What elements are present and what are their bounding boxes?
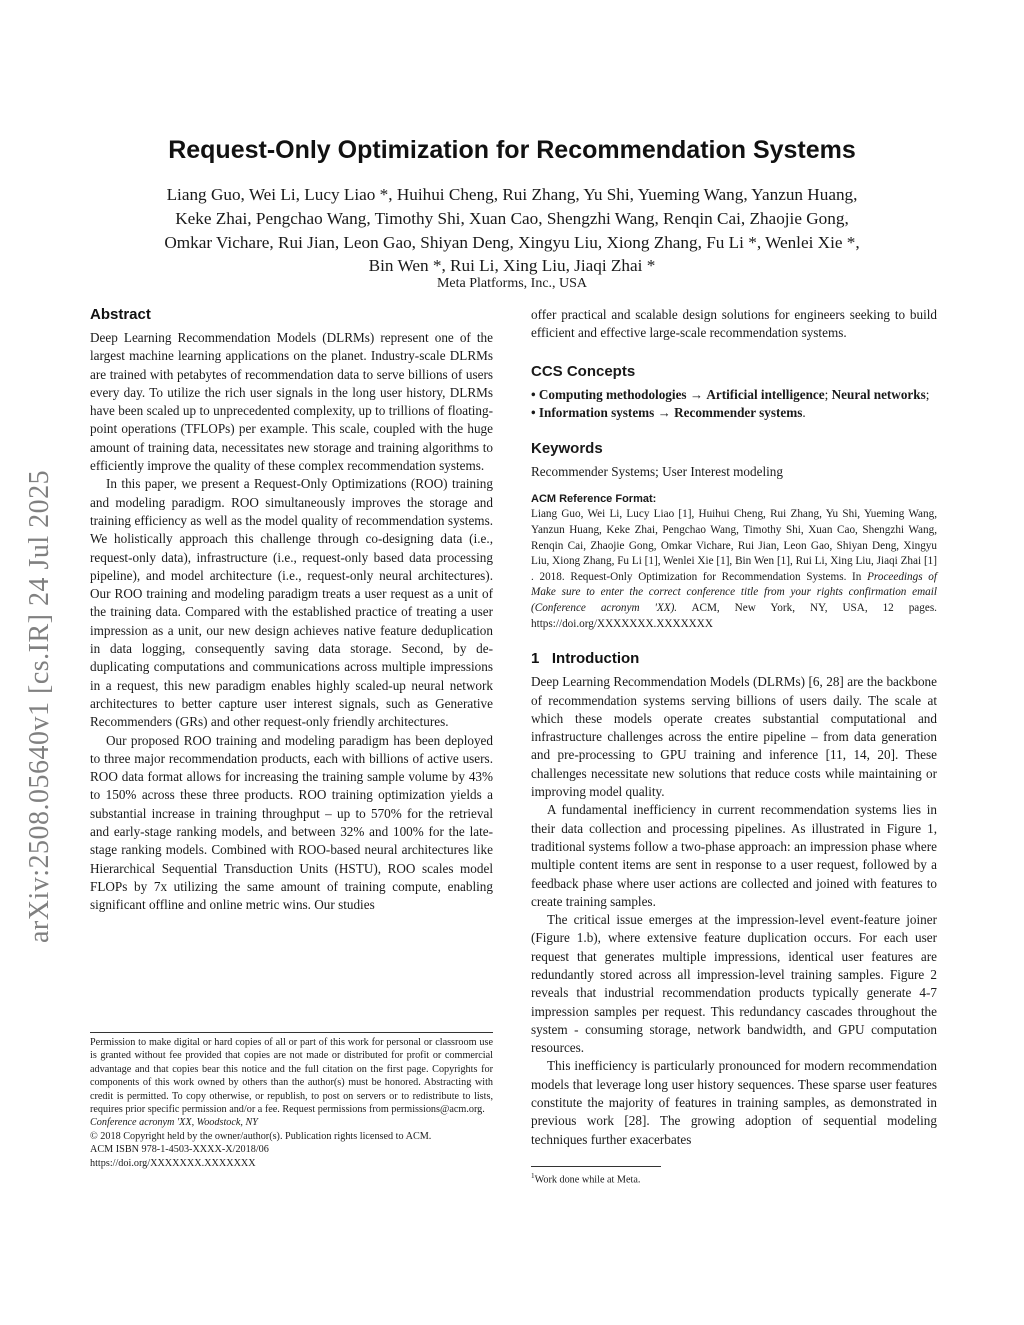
abstract-paragraph: Our proposed ROO training and modeling paradigm has been deployed to three major recommendation products, each with billions of active users. ROO data format allows for increasing the training sample volume by 43% to 150% across these three products. ROO training optimization yields a substantial increase in training throughput – up to 570% for the retrieval and early-stage ranking models, and between 32% and 100% for the late-stage ranking models. Combined with ROO-based neural architectures like Hierarchical Sequential Transduction Units (HSTU), ROO scales model FLOPs by 7x utilizing the same amount of training compute, enabling significant offline and online metric wins. Our studies: [90, 732, 493, 913]
author-list: [100, 183, 924, 278]
abstract-continuation: offer practical and scalable design solutions for engineers seeking to build efficient and effective large-scale recommendation systems.: [531, 307, 937, 341]
ccs-concepts: [531, 386, 937, 423]
ccs-heading: CCS Concepts: [531, 362, 636, 380]
author-line: Liang Guo, Wei Li, Lucy Liao *, Huihui Cheng, Rui Zhang, Yu Shi, Yueming Wang, Yanzun Huang,: [166, 185, 858, 204]
permission-block: [90, 1036, 493, 1170]
copyright-line: © 2018 Copyright held by the owner/author(s). Publication rights licensed to ACM.: [90, 1130, 432, 1142]
intro-paragraph: The critical issue emerges at the impression-level event-feature joiner (Figure 1.b), where extensive feature duplication occurs. For each user request that generates multiple impressions, identical user features are redundantly stored across all impression-level training samples. Figure 2 reveals that industrial recommendation products typically generate 4-7 impression samples per request. This redundancy cascades throughout the system - consuming storage, network bandwidth, and GPU computation resources.: [531, 912, 937, 1056]
acm-reference-heading: ACM Reference Format:: [531, 493, 657, 506]
section-number: 1: [531, 650, 540, 668]
ccs-term: Recommender systems: [674, 404, 803, 420]
arrow: →: [654, 404, 675, 420]
intro-paragraph: A fundamental inefficiency in current recommendation systems lies in their data collection and processing pipelines. As illustrated in Figure 1, traditional systems follow a two-phase approach: an impression phase where multiple content items are sent in response to a user request, followed by a feedback phase where user actions are collected and joined with features to create training samples.: [531, 802, 937, 909]
isbn-line: ACM ISBN 978-1-4503-XXXX-X/2018/06: [90, 1144, 269, 1156]
acm-reference-end: ACM, New York, NY, USA, 12 pages. https://doi.org/XXXXXXX.XXXXXXX: [531, 602, 937, 630]
abstract-paragraph: In this paper, we present a Request-Only Optimizations (ROO) training and modeling paradigm. ROO simultaneously improves the storage and training efficiency as well as the model quality of recommendation systems. We holistically approach this challenge through co-designing data (i.e., request-only data), infrastructure (i.e., request-only based data processing pipeline), and model architecture (i.e., request-only neural architectures). Our ROO training and modeling paradigm treats a user request as a unit of the training data. Compared with the established practice of treating a user impression as a unit, our new design achieves native feature deduplication in data logging, consequently saving data storage. Second, by de-duplicating computations and communications across multiple impressions in a request, this new paradigm enables highly scaled-up neural network architectures to better capture user interest signals, such as Generative Recommenders (GRs) and other request-only friendly architectures.: [90, 476, 493, 730]
intro-paragraph: This inefficiency is particularly pronounced for modern recommendation models that leverage long user history sequences. These sparse user features constitute the majority of features in training samples, as demonstrated in previous work [28]. The growing adoption of sequential modeling techniques further exacerbates: [531, 1058, 937, 1147]
left-column: [90, 306, 493, 915]
acm-reference-proceedings: Proceedings of Make sure to enter the correct conference title from your rights confirmation email (Conference acronym 'XX).: [531, 570, 937, 615]
author-line: Omkar Vichare, Rui Jian, Leon Gao, Shiyan Deng, Xingyu Liu, Xiong Zhang, Fu Li *, Wenlei Xie *,: [164, 232, 860, 252]
arrow: →: [686, 386, 707, 402]
conference-line: Conference acronym 'XX, Woodstock, NY: [90, 1117, 258, 1129]
footnote-mark: 1: [531, 1172, 535, 1180]
arxiv-identifier[interactable]: arXiv:2508.05640v1 [cs.IR] 24 Jul 2025: [24, 469, 55, 943]
permission-text: Permission to make digital or hard copies of all or part of this work for personal or classroom use is granted without fee provided that copies are not made or distributed for profit or commercial advantage and that copies bear this notice and the full citation on the first page. Copyrights for components of this work owned by others than the author(s) must be honored. Abstracting with credit is permitted. To copy otherwise, or republish, to post on servers or to redistribute to lists, requires prior specific permission and/or a fee. Request permissions from permissions@acm.org.: [90, 1037, 493, 1116]
acm-reference: [531, 493, 937, 632]
separator: ;: [824, 386, 832, 402]
footnote-text: Work done while at Meta.: [534, 1174, 641, 1186]
abstract-heading: Abstract: [90, 306, 151, 323]
separator: ;: [925, 386, 930, 402]
ccs-term: • Computing methodologies: [531, 386, 687, 402]
right-column: [531, 306, 937, 1149]
keywords-text: Recommender Systems; User Interest modeling: [531, 464, 783, 480]
ccs-term: • Information systems: [531, 404, 655, 420]
affiliation: Meta Platforms, Inc., USA: [436, 276, 588, 291]
section-title: Introduction: [551, 650, 640, 668]
ccs-term: Neural networks: [831, 386, 926, 402]
acm-reference-main: Liang Guo, Wei Li, Lucy Liao [1], Huihui Cheng, Rui Zhang, Yu Shi, Yueming Wang, Yanzun Huang, Keke Zhai, Pengchao Wang, Timothy Shi, Xuan Cao, Shengzhi Wang, Renqin Cai, Zhaojie Gong, Omkar Vichare, Rui Jian, Leon Gao, Shiyan Deng, Xingyu Liu, Xiong Zhang, Fu Li [1], Wenlei Xie [1], Bin Wen [1], Rui Li, Xing Liu, Jiaqi Zhai [1] . 2018. Request-Only Optimization for Recommendation Systems. In: [531, 508, 937, 583]
footnote: [531, 1172, 937, 1185]
permission-rule: [90, 1032, 493, 1033]
doi-link[interactable]: https://doi.org/XXXXXXX.XXXXXXX: [90, 1157, 256, 1169]
footnote-rule: [531, 1166, 661, 1167]
abstract-paragraph: Deep Learning Recommendation Models (DLRMs) represent one of the largest machine learning applications on the planet. Industry-scale DLRMs are trained with petabytes of recommendation data to serve billions of users every day. To utilize the rich user signals in the long user history, DLRMs have been scaled up to unprecedented complexity, up to trillions of floating-point operations (TFLOPs) per example. This scale, coupled with the huge amount of training data, necessitates new storage and training algorithms to efficiently improve the quality of these complex recommendation systems.: [90, 330, 493, 474]
period: .: [802, 404, 806, 420]
author-line: Keke Zhai, Pengchao Wang, Timothy Shi, Xuan Cao, Shengzhi Wang, Renqin Cai, Zhaojie Gong,: [175, 208, 849, 228]
paper-title: Request-Only Optimization for Recommendation Systems: [168, 136, 856, 164]
ccs-term: Artificial intelligence: [706, 386, 825, 402]
introduction-heading: [531, 650, 937, 667]
keywords-heading: Keywords: [531, 440, 603, 458]
acm-reference-text: [531, 507, 937, 632]
intro-paragraph: Deep Learning Recommendation Models (DLRMs) [6, 28] are the backbone of recommendation systems serving billions of users daily. The scale at which these models operate creates substantial computational and infrastructure challenges across the entire pipeline – from data generation and pre-processing to GPU training and inference [11, 14, 20]. These challenges necessitate new solutions that reduce costs while maintaining or improving model quality.: [531, 674, 937, 800]
author-line: Bin Wen *, Rui Li, Xing Liu, Jiaqi Zhai *: [368, 256, 656, 276]
